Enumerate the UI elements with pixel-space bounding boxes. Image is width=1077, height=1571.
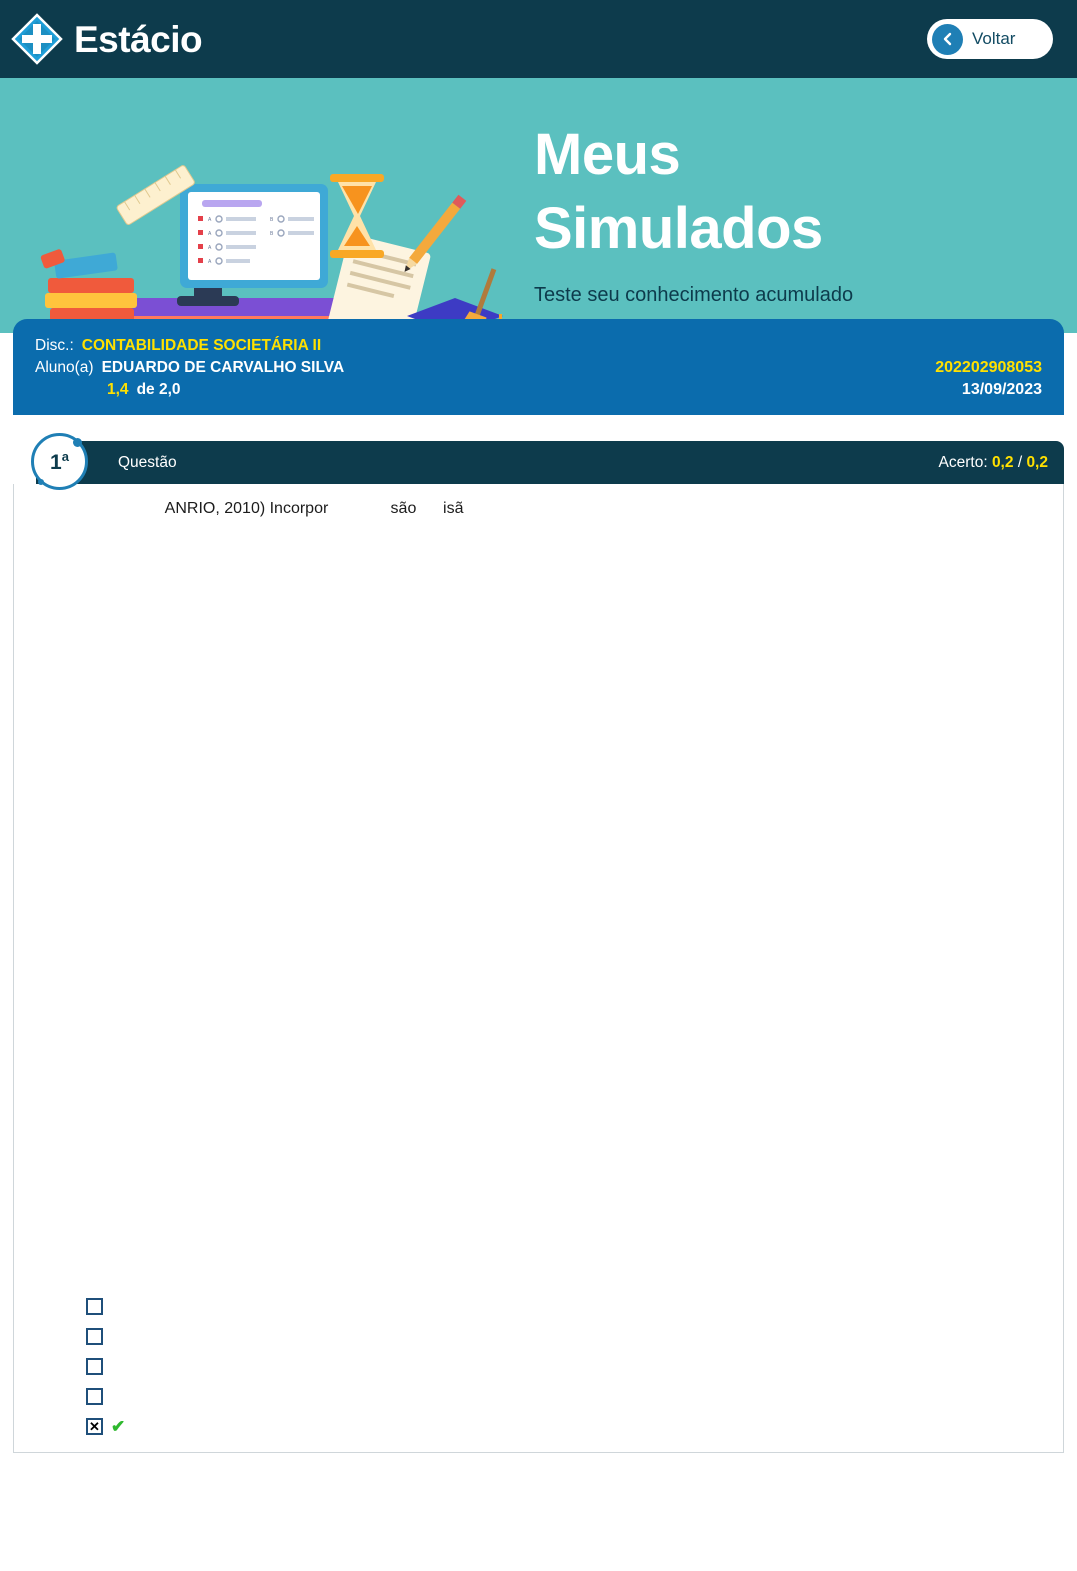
- option-row-3[interactable]: [86, 1352, 1043, 1382]
- option-checkbox-1[interactable]: [86, 1298, 103, 1315]
- grade-total: de 2,0: [136, 381, 181, 398]
- answer-options-list: [34, 1292, 1043, 1442]
- student-name: EDUARDO DE CARVALHO SILVA: [101, 359, 345, 376]
- hero-subtitle: Teste seu conhecimento acumulado: [534, 284, 854, 307]
- option-checkbox-5[interactable]: [86, 1418, 103, 1435]
- score-slash: /: [1017, 453, 1023, 471]
- question-header: [36, 441, 1064, 484]
- hero-text-block: [534, 118, 1054, 307]
- svg-text:B: B: [270, 217, 274, 223]
- question-number-badge: [31, 433, 88, 490]
- score-label: Acerto:: [938, 453, 988, 471]
- option-row-5[interactable]: [86, 1412, 1043, 1442]
- brand-name: Estácio: [74, 18, 203, 60]
- svg-text:A: A: [208, 259, 212, 265]
- hero-banner: [0, 78, 1077, 333]
- back-button-label: Voltar: [972, 29, 1016, 48]
- exam-date: 13/09/2023: [961, 381, 1042, 398]
- svg-text:A: A: [208, 231, 212, 237]
- option-checkbox-2[interactable]: [86, 1328, 103, 1345]
- estacio-diamond-logo-icon: [10, 12, 64, 66]
- svg-text:B: B: [270, 231, 274, 237]
- question-score: [939, 454, 1048, 472]
- option-row-4[interactable]: [86, 1382, 1043, 1412]
- grade-row: [35, 379, 1042, 401]
- question-number: 1$^a$: [50, 448, 69, 474]
- discipline-label: Disc.:: [35, 337, 74, 354]
- option-row-2[interactable]: [86, 1322, 1043, 1352]
- discipline-value: CONTABILIDADE SOCIETÁRIA II: [81, 337, 322, 354]
- study-desk-illustration-icon: [12, 148, 512, 333]
- score-obtained: 0,2: [991, 453, 1014, 471]
- discipline-row: [35, 335, 1042, 357]
- question-block: [13, 441, 1064, 1453]
- question-label: Questão: [118, 453, 177, 471]
- option-checkbox-3[interactable]: [86, 1358, 103, 1375]
- student-row: [35, 357, 1042, 379]
- exam-info-card: [13, 319, 1064, 415]
- back-button[interactable]: [927, 19, 1053, 59]
- green-check-icon: ✔: [111, 1417, 126, 1437]
- svg-text:A: A: [208, 245, 212, 251]
- hero-title-line1: Meus: [534, 122, 681, 187]
- top-navigation-bar: [0, 0, 1077, 78]
- grade-obtained: 1,4: [107, 381, 129, 398]
- question-statement: ANRIO, 2010) Incorpor são isã: [130, 500, 464, 517]
- svg-text:A: A: [208, 217, 212, 223]
- hero-title-line2: Simulados: [534, 196, 823, 262]
- chevron-left-icon: [932, 24, 963, 55]
- option-checkbox-4[interactable]: [86, 1388, 103, 1405]
- student-label: Aluno(a): [35, 359, 94, 376]
- brand-logo-group: [10, 12, 202, 66]
- option-row-1[interactable]: [86, 1292, 1043, 1322]
- score-total: 0,2: [1026, 453, 1048, 471]
- question-body: [13, 484, 1064, 1453]
- registration-number: 202202908053: [935, 359, 1042, 376]
